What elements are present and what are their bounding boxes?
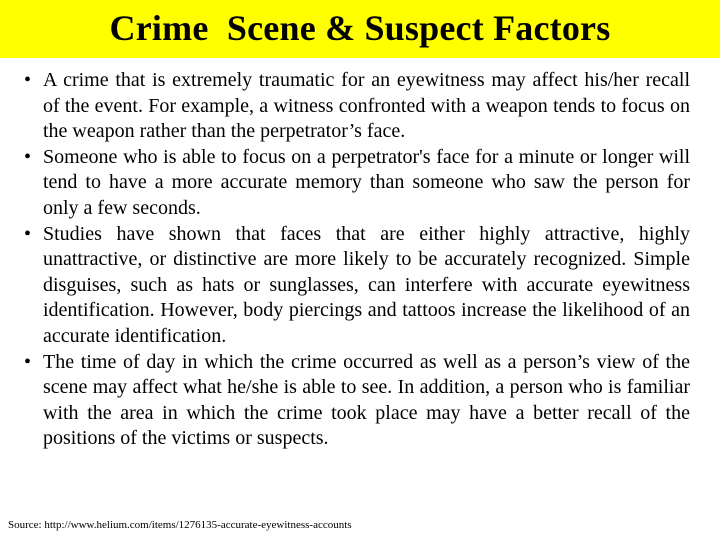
title-bar — [0, 0, 720, 58]
bullet-text: Studies have shown that faces that are either highly attractive, highly unattractive, or distinctive are more likely to be accurately recognized. Simple disguises, such as hats or sunglasses, can interfere with accurate eyewitness identification. However, body piercings and tattoos increase the likelihood of an accurate identification. — [43, 222, 690, 347]
bullet-item — [24, 68, 690, 145]
bullet-list — [24, 68, 690, 452]
bullet-text: A crime that is extremely traumatic for an eyewitness may affect his/her recall of the event. For example, a witness confronted with a weapon tends to focus on the weapon rather than the perpetrator’s face. — [43, 69, 690, 143]
bullet-item — [24, 145, 690, 222]
bullet-marker: • — [24, 350, 32, 373]
bullet-text: The time of day in which the crime occurred as well as a person’s view of the scene may affect what he/she is able to see. In addition, a person who is familiar with the area in which the crime took place may have a better recall of the positions of the victims or suspects. — [43, 350, 690, 450]
bullet-marker: • — [24, 69, 32, 91]
bullet-marker: • — [24, 222, 32, 245]
bullet-item — [24, 350, 690, 452]
source-citation: Source: http://www.helium.com/items/1276135-accurate-eyewitness-accounts — [8, 519, 352, 531]
slide-title: Crime Scene & Suspect Factors — [109, 8, 611, 48]
bullet-item — [24, 222, 690, 350]
bullet-text: Someone who is able to focus on a perpetrator's face for a minute or longer will tend to have a more accurate memory than someone who saw the person for only a few seconds. — [43, 145, 690, 219]
bullet-marker: • — [24, 145, 32, 168]
